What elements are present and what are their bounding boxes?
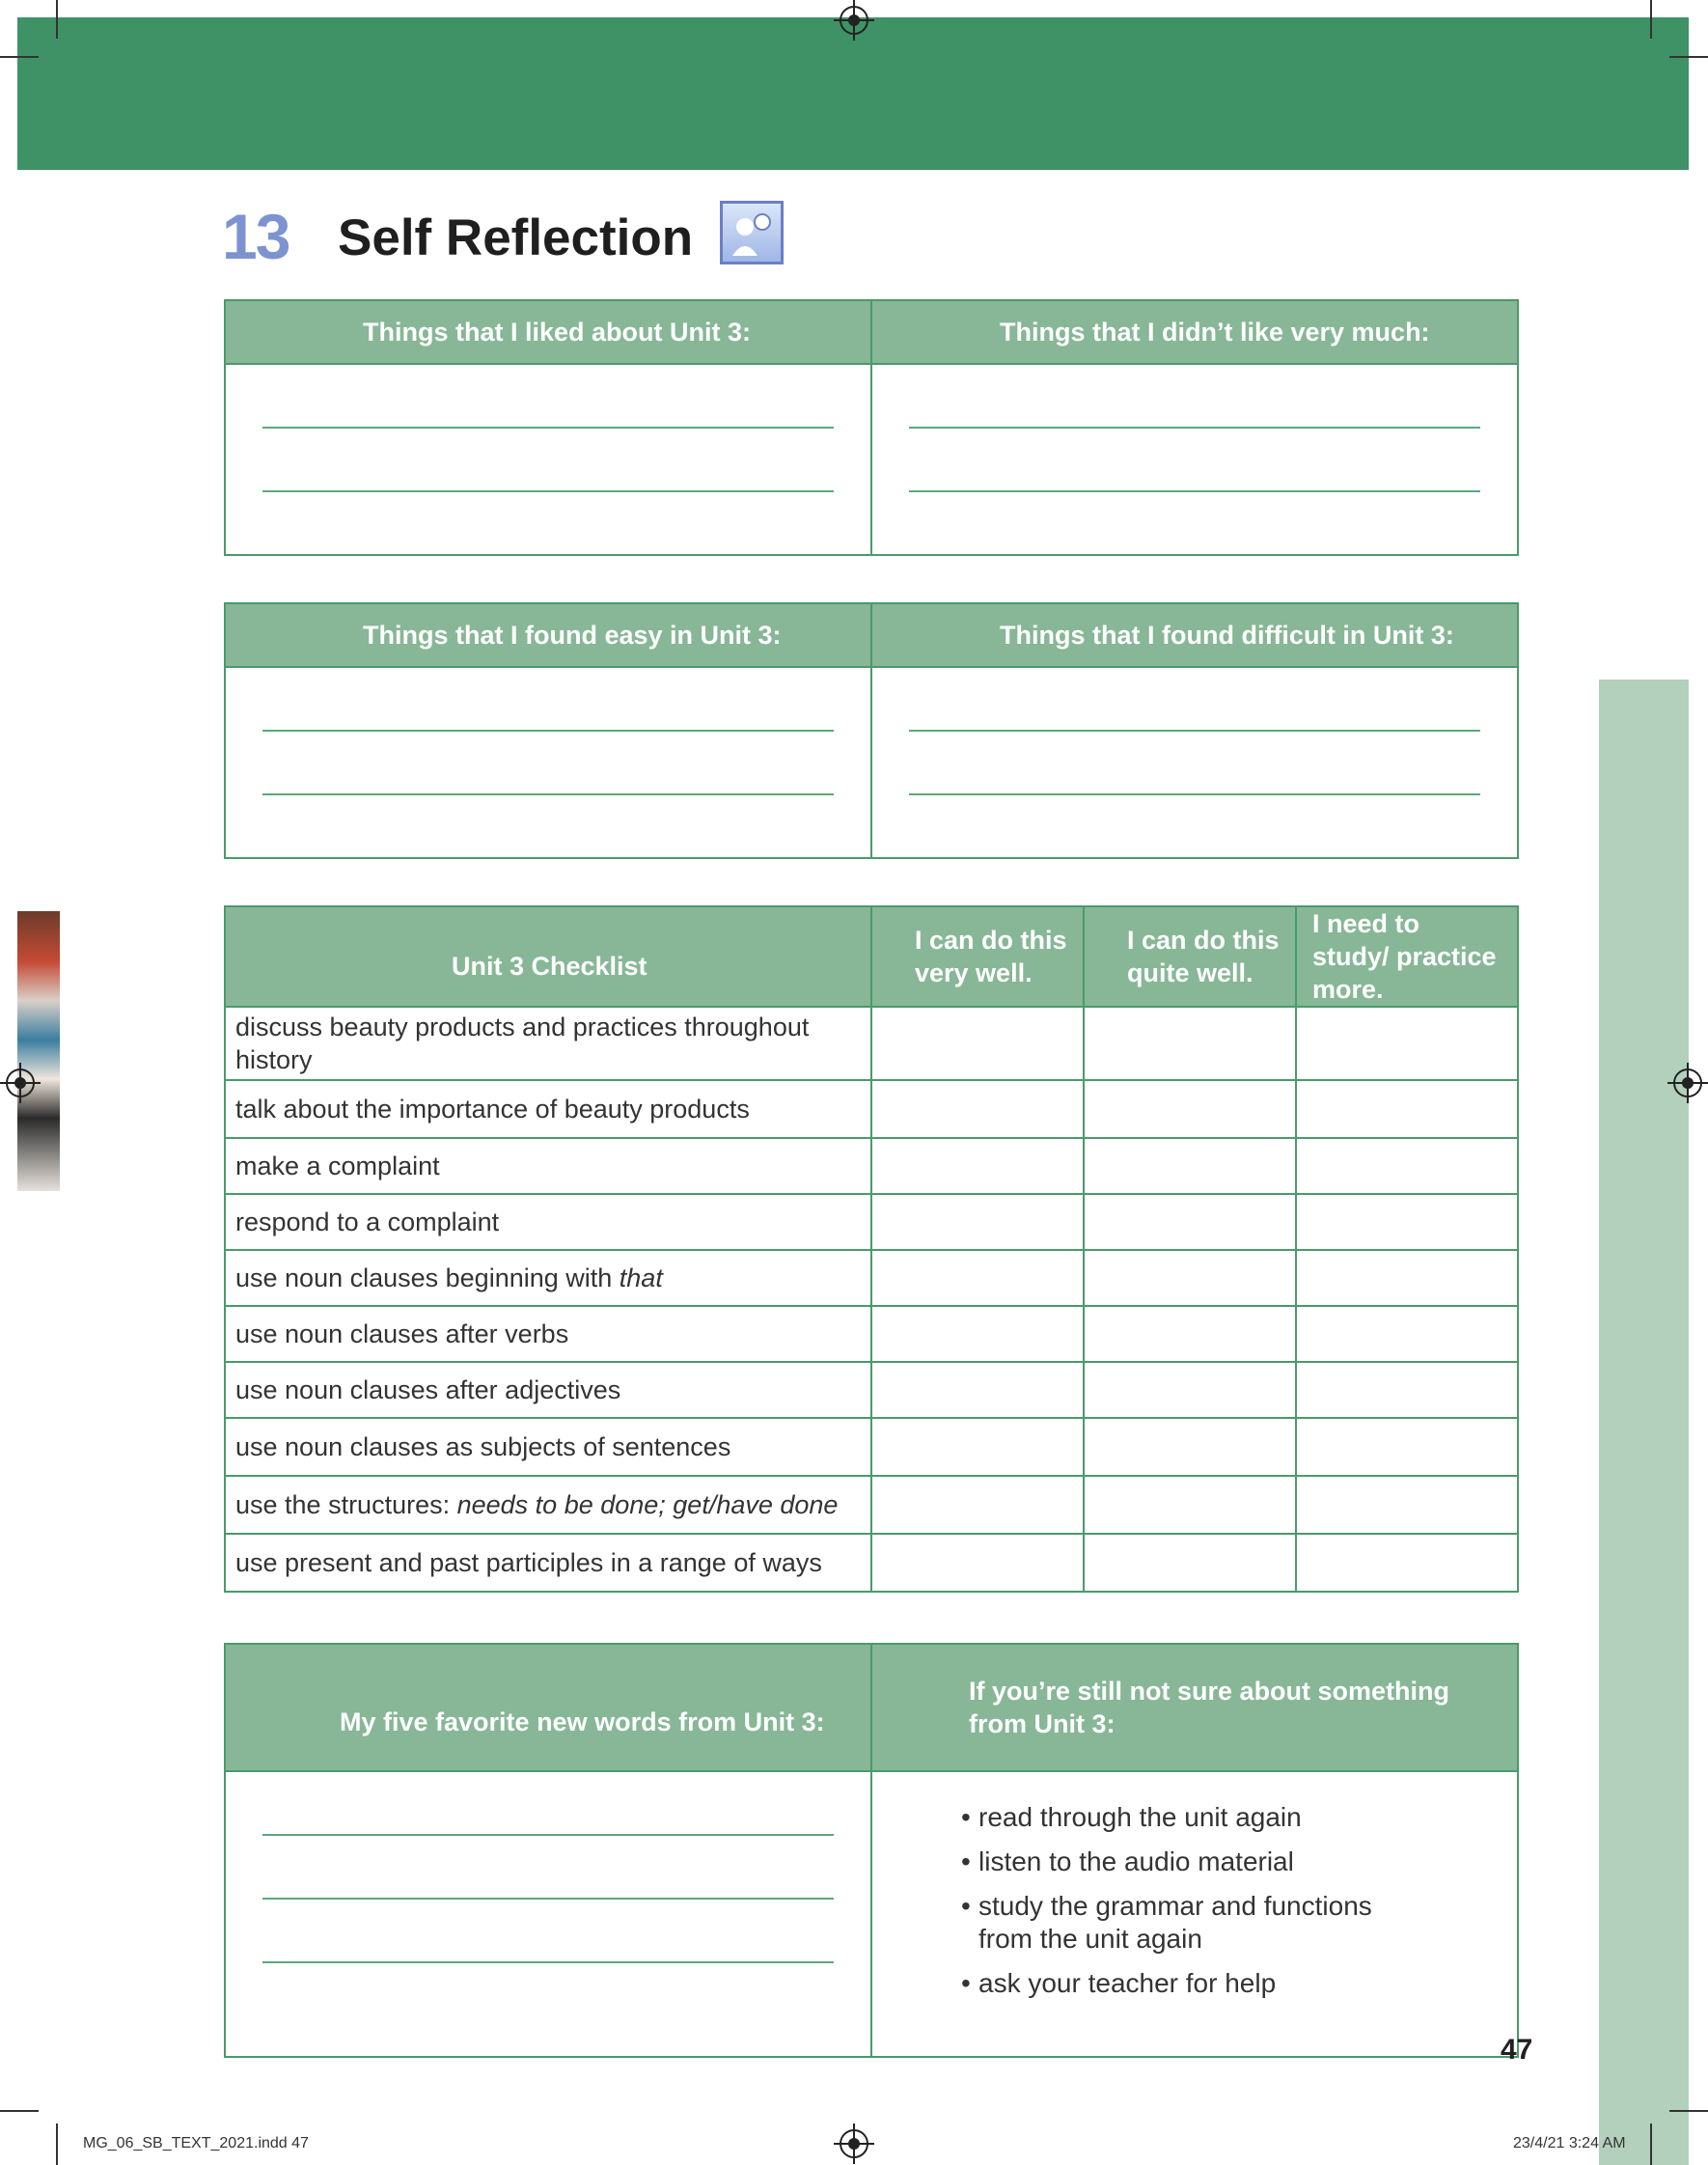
checklist-row — [225, 1194, 1518, 1250]
checklist-item-label — [225, 1007, 871, 1080]
edge-photo-strip — [17, 911, 60, 1191]
checklist-title: Unit 3 Checklist — [225, 906, 871, 1007]
checklist-item-label — [225, 1194, 871, 1250]
crop-mark — [56, 2123, 58, 2165]
checklist-row — [225, 1306, 1518, 1362]
checklist-rating-cell[interactable] — [1084, 1080, 1296, 1138]
crop-mark — [56, 0, 58, 39]
checklist-item-italic: that — [619, 1263, 663, 1292]
crop-mark — [0, 2110, 39, 2112]
checklist-item-text: use noun clauses as subjects of sentences — [235, 1432, 731, 1461]
checklist-rating-cell[interactable] — [1084, 1362, 1296, 1418]
crop-mark — [0, 56, 39, 58]
checklist-rating-cell[interactable] — [1084, 1476, 1296, 1534]
checklist-item-label — [225, 1250, 871, 1306]
checklist-row — [225, 1534, 1518, 1592]
checklist-row — [225, 1138, 1518, 1194]
checklist-rating-cell[interactable] — [871, 1362, 1084, 1418]
crop-mark — [1650, 2123, 1652, 2165]
easy-answer-cell[interactable] — [225, 667, 871, 858]
answer-line[interactable] — [909, 668, 1480, 732]
checklist-rating-cell[interactable] — [1296, 1306, 1518, 1362]
side-color-strip — [1599, 680, 1689, 2165]
ease-table — [224, 602, 1519, 859]
checklist-rating-cell[interactable] — [1084, 1194, 1296, 1250]
answer-line[interactable] — [262, 1900, 834, 1963]
tip-item: • ask your teacher for help — [961, 1967, 1401, 2000]
checklist-rating-cell[interactable] — [871, 1138, 1084, 1194]
tip-item: • read through the unit again — [961, 1801, 1401, 1834]
answer-line[interactable] — [262, 365, 834, 429]
checklist-item-label — [225, 1476, 871, 1534]
checklist-rating-cell[interactable] — [1296, 1476, 1518, 1534]
checklist-rating-cell[interactable] — [871, 1534, 1084, 1592]
checklist-item-text: use noun clauses beginning with — [235, 1263, 620, 1292]
checklist-row — [225, 1080, 1518, 1138]
easy-header: Things that I found easy in Unit 3: — [225, 603, 871, 667]
column-very-well: I can do this very well. — [871, 906, 1084, 1007]
checklist-item-label — [225, 1080, 871, 1138]
checklist-row — [225, 1250, 1518, 1306]
checklist-rating-cell[interactable] — [871, 1194, 1084, 1250]
footer-date: 23/4/21 3:24 AM — [1513, 2135, 1626, 2151]
checklist-rating-cell[interactable] — [1296, 1250, 1518, 1306]
registration-mark-icon — [1673, 1069, 1702, 1097]
checklist-rating-cell[interactable] — [1084, 1306, 1296, 1362]
favorite-words-cell[interactable] — [225, 1771, 871, 2057]
checklist-item-text: discuss beauty products and practices throughout history — [235, 1013, 810, 1074]
checklist-rating-cell[interactable] — [1084, 1138, 1296, 1194]
checklist-rating-cell[interactable] — [1296, 1080, 1518, 1138]
registration-mark-icon — [6, 1069, 35, 1097]
checklist-item-text: use noun clauses after verbs — [235, 1319, 569, 1348]
checklist-rating-cell[interactable] — [1084, 1250, 1296, 1306]
checklist-item-label — [225, 1138, 871, 1194]
crop-mark — [1669, 56, 1708, 58]
column-need-study: I need to study/ practice more. — [1296, 906, 1518, 1007]
checklist-rating-cell[interactable] — [871, 1007, 1084, 1080]
checklist-item-label — [225, 1534, 871, 1592]
checklist-rating-cell[interactable] — [871, 1476, 1084, 1534]
answer-line[interactable] — [909, 429, 1480, 492]
checklist-item-label — [225, 1362, 871, 1418]
answer-line[interactable] — [909, 365, 1480, 429]
crop-mark — [1650, 0, 1652, 39]
unit-number: 13 — [222, 201, 289, 272]
checklist-item-text: make a complaint — [235, 1152, 440, 1180]
answer-line[interactable] — [262, 429, 834, 492]
checklist-item-text: respond to a complaint — [235, 1207, 500, 1236]
tip-item: • study the grammar and functions from the unit again — [961, 1890, 1401, 1956]
checklist-rating-cell[interactable] — [1296, 1138, 1518, 1194]
difficult-answer-cell[interactable] — [871, 667, 1518, 858]
checklist-rating-cell[interactable] — [1296, 1194, 1518, 1250]
likes-answer-cell[interactable] — [225, 364, 871, 555]
checklist-rating-cell[interactable] — [871, 1418, 1084, 1476]
tips-cell — [871, 1771, 1518, 2057]
checklist-row — [225, 1007, 1518, 1080]
checklist-rating-cell[interactable] — [871, 1080, 1084, 1138]
words-table — [224, 1643, 1519, 2058]
difficult-header: Things that I found difficult in Unit 3: — [871, 603, 1518, 667]
checklist-item-text: use noun clauses after adjectives — [235, 1375, 621, 1404]
favorite-words-header: My five favorite new words from Unit 3: — [225, 1644, 871, 1771]
checklist-item-text: talk about the importance of beauty products — [235, 1095, 750, 1124]
dislikes-answer-cell[interactable] — [871, 364, 1518, 555]
tip-item: • listen to the audio material — [961, 1846, 1401, 1878]
dislikes-header: Things that I didn’t like very much: — [871, 300, 1518, 364]
checklist-row — [225, 1476, 1518, 1534]
column-quite-well: I can do this quite well. — [1084, 906, 1296, 1007]
checklist-rating-cell[interactable] — [1084, 1007, 1296, 1080]
likes-header: Things that I liked about Unit 3: — [225, 300, 871, 364]
checklist-item-label — [225, 1306, 871, 1362]
likes-table — [224, 299, 1519, 556]
footer-file-name: MG_06_SB_TEXT_2021.indd 47 — [83, 2135, 309, 2151]
checklist-rating-cell[interactable] — [1296, 1007, 1518, 1080]
checklist-rating-cell[interactable] — [1084, 1534, 1296, 1592]
checklist-item-text: use present and past participles in a range of ways — [235, 1548, 822, 1577]
answer-line[interactable] — [262, 732, 834, 795]
checklist-item-text: use the structures: — [235, 1490, 457, 1519]
checklist-rating-cell[interactable] — [871, 1250, 1084, 1306]
checklist-rating-cell[interactable] — [1296, 1418, 1518, 1476]
answer-line[interactable] — [262, 668, 834, 732]
checklist-item-italic: needs to be done; get/have done — [456, 1490, 839, 1519]
not-sure-header: If you’re still not sure about something from Unit 3: — [871, 1644, 1518, 1771]
registration-mark-icon — [840, 6, 868, 35]
tips-list — [961, 1801, 1401, 2000]
answer-line[interactable] — [909, 732, 1480, 795]
checklist-rating-cell[interactable] — [1084, 1418, 1296, 1476]
answer-line[interactable] — [262, 1836, 834, 1900]
checklist-row — [225, 1362, 1518, 1418]
crop-mark — [1669, 2110, 1708, 2112]
checklist-table — [224, 905, 1519, 1593]
checklist-row — [225, 1418, 1518, 1476]
checklist-rating-cell[interactable] — [1296, 1534, 1518, 1592]
registration-mark-icon — [840, 2129, 868, 2158]
page-title: Self Reflection — [338, 209, 694, 266]
checklist-item-label — [225, 1418, 871, 1476]
checklist-rating-cell[interactable] — [871, 1306, 1084, 1362]
checklist-rating-cell[interactable] — [1296, 1362, 1518, 1418]
page-number: 47 — [1501, 2034, 1533, 2066]
self-reflection-icon — [720, 201, 784, 264]
answer-line[interactable] — [262, 1772, 834, 1836]
